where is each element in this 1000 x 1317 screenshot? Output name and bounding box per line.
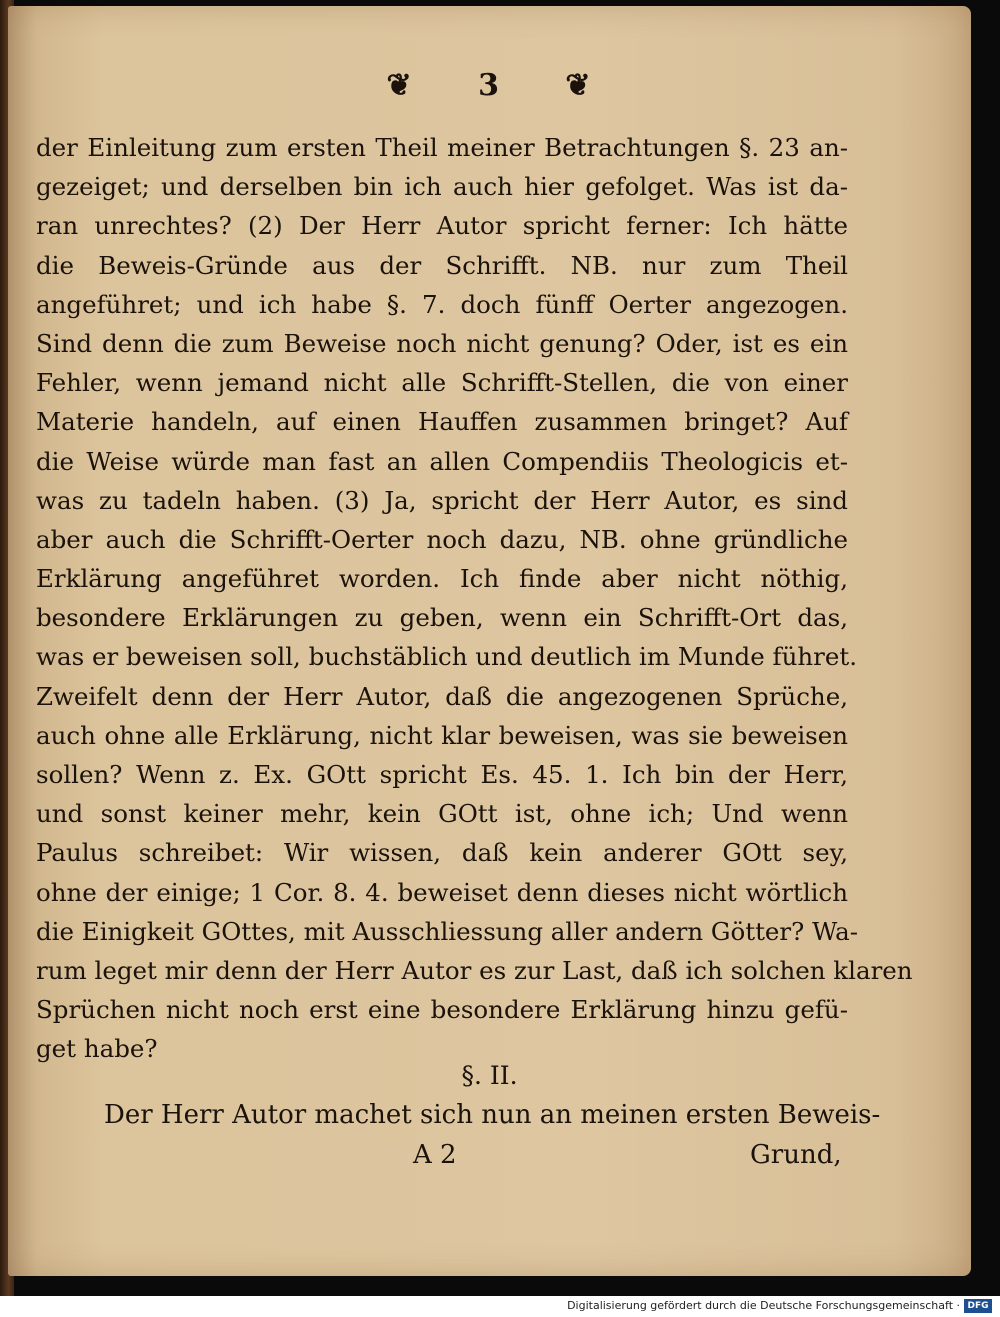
text-line: die Beweis-Gründe aus der Schrifft. NB. nur zum Theil <box>36 250 848 280</box>
footer-credit: Digitalisierung gefördert durch die Deutsche Forschungsgemeinschaft · <box>567 1299 960 1312</box>
text-line: Zweifelt denn der Herr Autor, daß die angezogenen Sprüche, <box>36 681 848 711</box>
text-line: ohne der einige; 1 Cor. 8. 4. beweiset denn dieses nicht wörtlich <box>36 877 848 907</box>
text-line: was er beweisen soll, buchstäblich und deutlich im Munde führet. <box>36 642 858 672</box>
section-first-line: Der Herr Autor machet sich nun an meinen ersten Beweis- <box>104 1100 881 1130</box>
text-line: auch ohne alle Erklärung, nicht klar beweisen, was sie beweisen <box>36 720 848 750</box>
text-line: aber auch die Schrifft-Oerter noch dazu, NB. ohne gründliche <box>36 524 848 554</box>
text-line: was zu tadeln haben. (3) Ja, spricht der Herr Autor, es sind <box>36 485 848 515</box>
right-ornament-icon: ❦ <box>565 68 593 103</box>
left-ornament-icon: ❦ <box>386 68 414 103</box>
text-line: die Einigkeit GOttes, mit Ausschliessung aller andern Götter? Wa- <box>36 916 859 946</box>
book-page <box>8 6 971 1276</box>
text-line: sollen? Wenn z. Ex. GOtt spricht Es. 45. 1. Ich bin der Herr, <box>36 760 848 789</box>
dfg-logo-icon: DFG <box>964 1299 992 1313</box>
body-text <box>36 128 913 1069</box>
text-line: get habe? <box>36 1034 158 1064</box>
text-line: ran unrechtes? (2) Der Herr Autor spricht ferner: Ich hätte <box>36 211 848 241</box>
text-line: besondere Erklärungen zu geben, wenn ein Schrifft-Ort das, <box>36 603 848 633</box>
text-line: der Einleitung zum ersten Theil meiner Betrachtungen §. 23 an- <box>36 133 848 162</box>
section-heading: §. II. <box>461 1061 518 1090</box>
text-line: Paulus schreibet: Wir wissen, daß kein anderer GOtt sey, <box>36 838 848 868</box>
text-line: Fehler, wenn jemand nicht alle Schrifft-Stellen, die von einer <box>36 368 848 398</box>
catchword: Grund, <box>750 1140 842 1170</box>
running-header <box>8 68 971 103</box>
text-line: Erklärung angeführet worden. Ich finde aber nicht nöthig, <box>36 564 848 594</box>
text-line: Sprüchen nicht noch erst eine besondere Erklärung hinzu gefü- <box>36 995 848 1025</box>
text-line: Sind denn die zum Beweise noch nicht genung? Oder, ist es ein <box>36 328 848 358</box>
signature-mark: A 2 <box>413 1140 457 1170</box>
text-line: gezeiget; und derselben bin ich auch hier gefolget. Was ist da- <box>36 172 848 202</box>
text-line: rum leget mir denn der Herr Autor es zur Last, daß ich solchen klaren <box>36 955 913 985</box>
footer-bar <box>0 1296 1000 1317</box>
text-line: Materie handeln, auf einen Hauffen zusammen bringet? Auf <box>36 407 848 437</box>
text-line: und sonst keiner mehr, kein GOtt ist, ohne ich; Und wenn <box>36 799 848 829</box>
text-line: die Weise würde man fast an allen Compendiis Theologicis et- <box>36 446 848 476</box>
text-line: angeführet; und ich habe §. 7. doch fünff Oerter angezogen. <box>36 289 848 319</box>
page-number: 3 <box>478 68 501 103</box>
